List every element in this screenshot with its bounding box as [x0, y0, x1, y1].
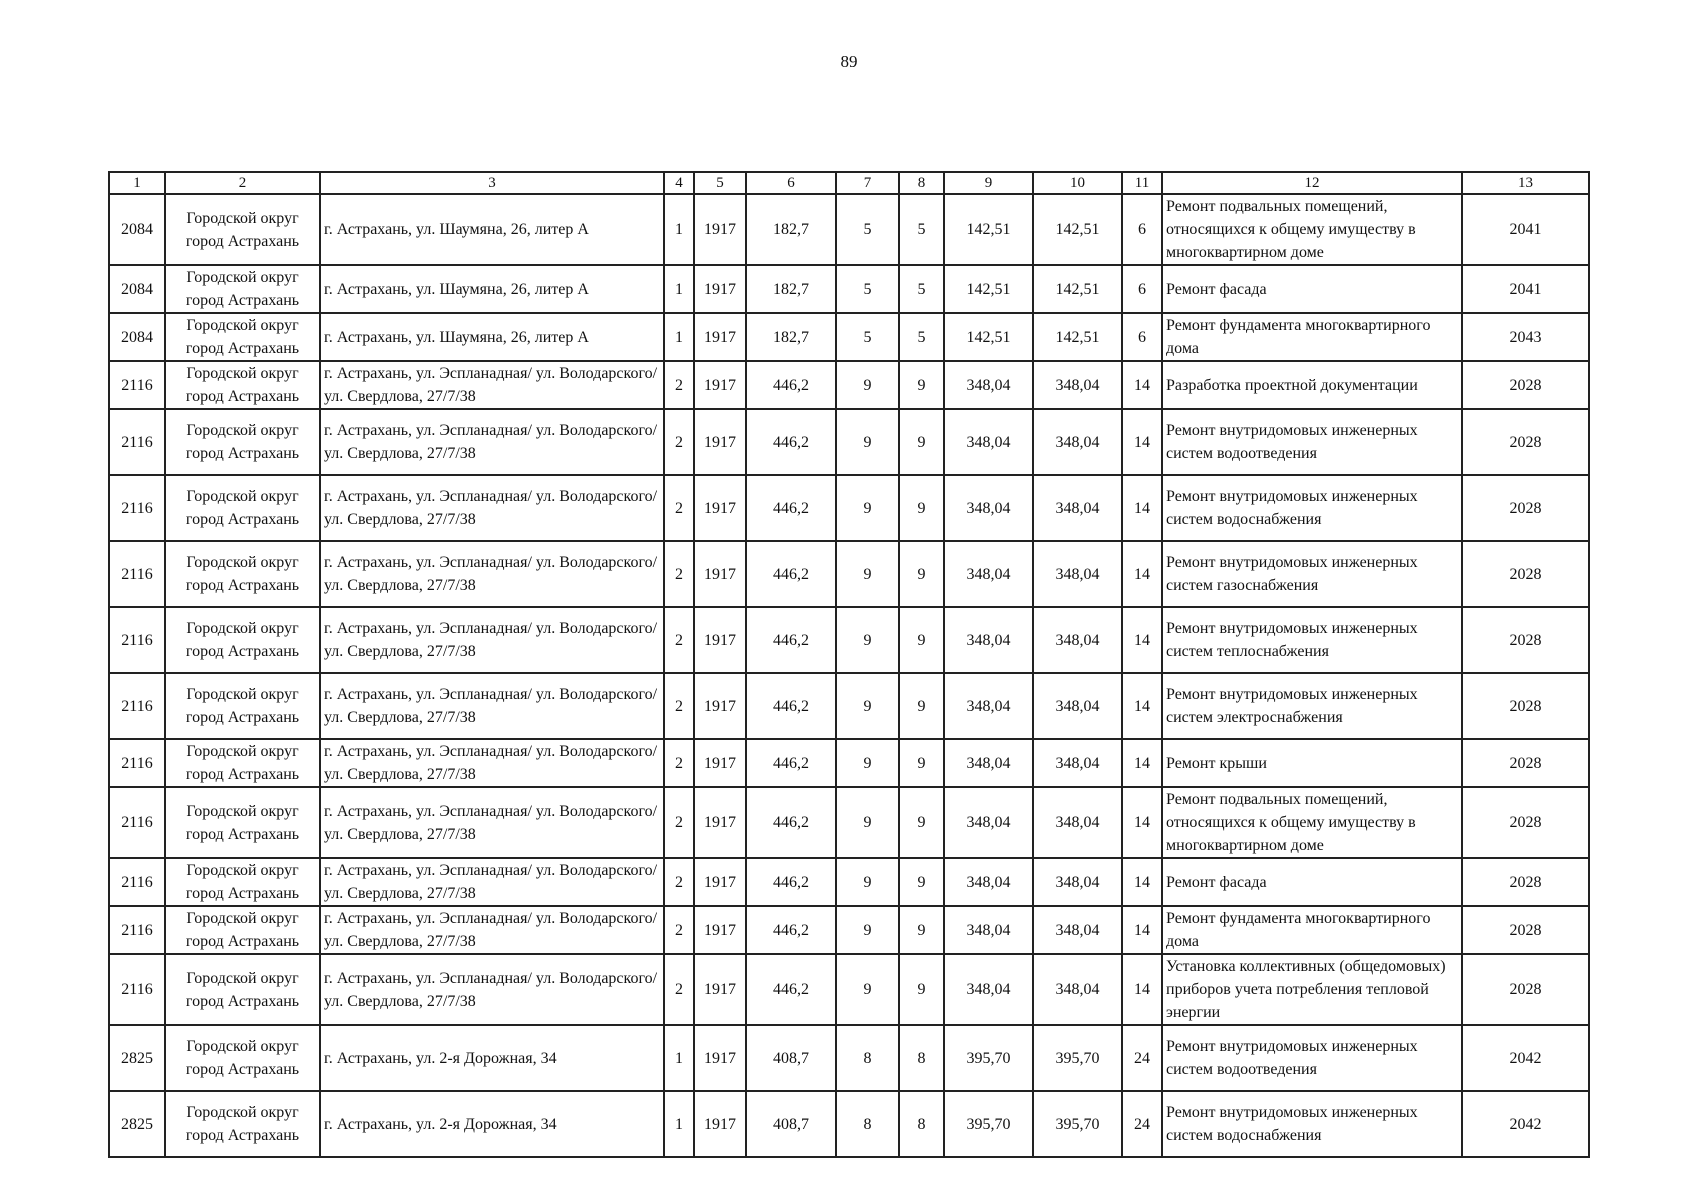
cell-col-11-value: 14 — [1122, 787, 1162, 858]
cell-area-value-b: 348,04 — [1033, 361, 1122, 409]
cell-area-value-b: 348,04 — [1033, 739, 1122, 787]
cell-address: г. Астрахань, ул. Эспланадная/ ул. Володарского/ ул. Свердлова, 27/7/38 — [320, 409, 664, 475]
cell-col-8-value: 9 — [899, 673, 944, 739]
cell-area-value-a: 348,04 — [944, 954, 1033, 1025]
table-row — [109, 607, 1589, 673]
cell-record-number: 2116 — [109, 475, 165, 541]
cell-floors: 2 — [664, 954, 694, 1025]
cell-planned-year: 2042 — [1462, 1091, 1589, 1157]
cell-municipality: Городской округ город Астрахань — [165, 541, 320, 607]
cell-area-value-b: 348,04 — [1033, 787, 1122, 858]
cell-floors: 2 — [664, 475, 694, 541]
cell-col-7-value: 9 — [836, 409, 899, 475]
cell-area-value-b: 142,51 — [1033, 313, 1122, 361]
cell-col-8-value: 9 — [899, 906, 944, 954]
table-row — [109, 858, 1589, 906]
cell-col-7-value: 9 — [836, 361, 899, 409]
cell-year-built: 1917 — [694, 739, 746, 787]
cell-floors: 2 — [664, 858, 694, 906]
column-header-12: 12 — [1162, 172, 1462, 194]
column-header-11: 11 — [1122, 172, 1162, 194]
cell-total-area: 408,7 — [746, 1091, 836, 1157]
cell-planned-year: 2028 — [1462, 475, 1589, 541]
cell-year-built: 1917 — [694, 313, 746, 361]
table-row — [109, 906, 1589, 954]
cell-col-7-value: 9 — [836, 475, 899, 541]
cell-floors: 1 — [664, 194, 694, 265]
cell-col-11-value: 14 — [1122, 607, 1162, 673]
cell-col-8-value: 9 — [899, 739, 944, 787]
cell-col-7-value: 9 — [836, 739, 899, 787]
cell-area-value-b: 395,70 — [1033, 1025, 1122, 1091]
cell-address: г. Астрахань, ул. Эспланадная/ ул. Володарского/ ул. Свердлова, 27/7/38 — [320, 954, 664, 1025]
cell-total-area: 446,2 — [746, 475, 836, 541]
cell-planned-year: 2028 — [1462, 954, 1589, 1025]
cell-col-8-value: 9 — [899, 607, 944, 673]
cell-work-type: Ремонт внутридомовых инженерных систем электроснабжения — [1162, 673, 1462, 739]
table-row — [109, 739, 1589, 787]
cell-planned-year: 2043 — [1462, 313, 1589, 361]
cell-planned-year: 2028 — [1462, 409, 1589, 475]
cell-year-built: 1917 — [694, 787, 746, 858]
cell-col-7-value: 5 — [836, 313, 899, 361]
cell-col-7-value: 9 — [836, 858, 899, 906]
cell-municipality: Городской округ город Астрахань — [165, 1025, 320, 1091]
cell-floors: 2 — [664, 409, 694, 475]
cell-col-11-value: 6 — [1122, 265, 1162, 313]
cell-total-area: 446,2 — [746, 739, 836, 787]
cell-total-area: 182,7 — [746, 194, 836, 265]
cell-floors: 2 — [664, 673, 694, 739]
column-header-4: 4 — [664, 172, 694, 194]
cell-col-8-value: 9 — [899, 361, 944, 409]
cell-address: г. Астрахань, ул. Эспланадная/ ул. Володарского/ ул. Свердлова, 27/7/38 — [320, 739, 664, 787]
cell-total-area: 446,2 — [746, 409, 836, 475]
cell-municipality: Городской округ город Астрахань — [165, 739, 320, 787]
cell-record-number: 2084 — [109, 313, 165, 361]
cell-municipality: Городской округ город Астрахань — [165, 1091, 320, 1157]
cell-municipality: Городской округ город Астрахань — [165, 409, 320, 475]
cell-col-11-value: 14 — [1122, 906, 1162, 954]
cell-address: г. Астрахань, ул. Эспланадная/ ул. Володарского/ ул. Свердлова, 27/7/38 — [320, 541, 664, 607]
cell-area-value-b: 395,70 — [1033, 1091, 1122, 1157]
cell-planned-year: 2028 — [1462, 787, 1589, 858]
page-number: 89 — [840, 52, 858, 71]
cell-total-area: 446,2 — [746, 954, 836, 1025]
table-row — [109, 541, 1589, 607]
cell-record-number: 2116 — [109, 858, 165, 906]
column-header-13: 13 — [1462, 172, 1589, 194]
cell-area-value-a: 348,04 — [944, 787, 1033, 858]
cell-total-area: 446,2 — [746, 361, 836, 409]
column-header-6: 6 — [746, 172, 836, 194]
cell-area-value-a: 142,51 — [944, 313, 1033, 361]
cell-address: г. Астрахань, ул. Шаумяна, 26, литер А — [320, 194, 664, 265]
cell-municipality: Городской округ город Астрахань — [165, 361, 320, 409]
cell-col-11-value: 24 — [1122, 1091, 1162, 1157]
cell-col-7-value: 9 — [836, 787, 899, 858]
cell-area-value-a: 348,04 — [944, 906, 1033, 954]
cell-col-11-value: 14 — [1122, 673, 1162, 739]
cell-year-built: 1917 — [694, 194, 746, 265]
cell-total-area: 182,7 — [746, 313, 836, 361]
cell-total-area: 446,2 — [746, 673, 836, 739]
cell-floors: 2 — [664, 361, 694, 409]
cell-work-type: Ремонт фасада — [1162, 858, 1462, 906]
cell-col-11-value: 14 — [1122, 475, 1162, 541]
cell-year-built: 1917 — [694, 607, 746, 673]
cell-planned-year: 2041 — [1462, 194, 1589, 265]
cell-record-number: 2825 — [109, 1091, 165, 1157]
cell-col-11-value: 14 — [1122, 541, 1162, 607]
cell-municipality: Городской округ город Астрахань — [165, 607, 320, 673]
cell-total-area: 446,2 — [746, 541, 836, 607]
cell-work-type: Ремонт внутридомовых инженерных систем водоснабжения — [1162, 475, 1462, 541]
table-row — [109, 409, 1589, 475]
column-header-7: 7 — [836, 172, 899, 194]
cell-col-7-value: 9 — [836, 541, 899, 607]
cell-work-type: Ремонт внутридомовых инженерных систем водоснабжения — [1162, 1091, 1462, 1157]
cell-area-value-b: 142,51 — [1033, 194, 1122, 265]
cell-record-number: 2825 — [109, 1025, 165, 1091]
cell-record-number: 2084 — [109, 194, 165, 265]
cell-address: г. Астрахань, ул. Шаумяна, 26, литер А — [320, 313, 664, 361]
cell-address: г. Астрахань, ул. Эспланадная/ ул. Володарского/ ул. Свердлова, 27/7/38 — [320, 361, 664, 409]
cell-municipality: Городской округ город Астрахань — [165, 194, 320, 265]
cell-col-7-value: 9 — [836, 673, 899, 739]
cell-area-value-b: 348,04 — [1033, 906, 1122, 954]
cell-address: г. Астрахань, ул. 2-я Дорожная, 34 — [320, 1025, 664, 1091]
column-header-1: 1 — [109, 172, 165, 194]
table-row — [109, 1025, 1589, 1091]
cell-planned-year: 2028 — [1462, 858, 1589, 906]
cell-address: г. Астрахань, ул. Эспланадная/ ул. Володарского/ ул. Свердлова, 27/7/38 — [320, 858, 664, 906]
cell-work-type: Ремонт подвальных помещений, относящихся к общему имуществу в многоквартирном доме — [1162, 787, 1462, 858]
cell-year-built: 1917 — [694, 858, 746, 906]
cell-col-8-value: 9 — [899, 954, 944, 1025]
cell-floors: 1 — [664, 1091, 694, 1157]
cell-col-11-value: 6 — [1122, 194, 1162, 265]
cell-record-number: 2116 — [109, 541, 165, 607]
cell-planned-year: 2028 — [1462, 541, 1589, 607]
cell-work-type: Ремонт крыши — [1162, 739, 1462, 787]
cell-floors: 2 — [664, 906, 694, 954]
cell-floors: 1 — [664, 313, 694, 361]
cell-municipality: Городской округ город Астрахань — [165, 265, 320, 313]
cell-municipality: Городской округ город Астрахань — [165, 787, 320, 858]
column-header-2: 2 — [165, 172, 320, 194]
cell-floors: 2 — [664, 787, 694, 858]
table-row — [109, 194, 1589, 265]
table-row — [109, 313, 1589, 361]
cell-area-value-a: 348,04 — [944, 858, 1033, 906]
cell-planned-year: 2028 — [1462, 361, 1589, 409]
cell-planned-year: 2028 — [1462, 607, 1589, 673]
cell-area-value-b: 348,04 — [1033, 858, 1122, 906]
cell-year-built: 1917 — [694, 1091, 746, 1157]
cell-address: г. Астрахань, ул. Шаумяна, 26, литер А — [320, 265, 664, 313]
cell-municipality: Городской округ город Астрахань — [165, 475, 320, 541]
cell-total-area: 446,2 — [746, 787, 836, 858]
cell-work-type: Ремонт внутридомовых инженерных систем газоснабжения — [1162, 541, 1462, 607]
cell-area-value-a: 348,04 — [944, 673, 1033, 739]
cell-col-8-value: 5 — [899, 313, 944, 361]
cell-work-type: Ремонт фундамента многоквартирного дома — [1162, 313, 1462, 361]
cell-area-value-a: 348,04 — [944, 361, 1033, 409]
cell-area-value-b: 348,04 — [1033, 541, 1122, 607]
column-header-5: 5 — [694, 172, 746, 194]
cell-total-area: 182,7 — [746, 265, 836, 313]
cell-col-7-value: 9 — [836, 954, 899, 1025]
cell-area-value-a: 348,04 — [944, 409, 1033, 475]
cell-col-8-value: 5 — [899, 265, 944, 313]
cell-floors: 2 — [664, 607, 694, 673]
cell-total-area: 446,2 — [746, 858, 836, 906]
cell-address: г. Астрахань, ул. Эспланадная/ ул. Володарского/ ул. Свердлова, 27/7/38 — [320, 906, 664, 954]
cell-col-8-value: 8 — [899, 1091, 944, 1157]
cell-record-number: 2116 — [109, 607, 165, 673]
cell-planned-year: 2042 — [1462, 1025, 1589, 1091]
cell-record-number: 2116 — [109, 739, 165, 787]
cell-area-value-b: 348,04 — [1033, 673, 1122, 739]
cell-col-7-value: 5 — [836, 265, 899, 313]
cell-record-number: 2116 — [109, 361, 165, 409]
cell-col-8-value: 8 — [899, 1025, 944, 1091]
repair-schedule-table — [108, 171, 1590, 1158]
cell-floors: 1 — [664, 1025, 694, 1091]
cell-area-value-a: 142,51 — [944, 265, 1033, 313]
cell-year-built: 1917 — [694, 954, 746, 1025]
cell-address: г. Астрахань, ул. Эспланадная/ ул. Володарского/ ул. Свердлова, 27/7/38 — [320, 787, 664, 858]
cell-col-11-value: 6 — [1122, 313, 1162, 361]
cell-work-type: Ремонт внутридомовых инженерных систем водоотведения — [1162, 1025, 1462, 1091]
cell-area-value-a: 142,51 — [944, 194, 1033, 265]
cell-year-built: 1917 — [694, 906, 746, 954]
cell-col-8-value: 9 — [899, 787, 944, 858]
column-header-10: 10 — [1033, 172, 1122, 194]
cell-area-value-b: 348,04 — [1033, 607, 1122, 673]
cell-total-area: 446,2 — [746, 607, 836, 673]
cell-total-area: 446,2 — [746, 906, 836, 954]
cell-municipality: Городской округ город Астрахань — [165, 313, 320, 361]
cell-area-value-a: 348,04 — [944, 739, 1033, 787]
cell-floors: 2 — [664, 541, 694, 607]
cell-col-7-value: 8 — [836, 1025, 899, 1091]
cell-municipality: Городской округ город Астрахань — [165, 954, 320, 1025]
cell-col-8-value: 9 — [899, 858, 944, 906]
cell-record-number: 2084 — [109, 265, 165, 313]
cell-address: г. Астрахань, ул. Эспланадная/ ул. Володарского/ ул. Свердлова, 27/7/38 — [320, 673, 664, 739]
cell-area-value-b: 142,51 — [1033, 265, 1122, 313]
cell-record-number: 2116 — [109, 409, 165, 475]
cell-address: г. Астрахань, ул. 2-я Дорожная, 34 — [320, 1091, 664, 1157]
cell-record-number: 2116 — [109, 954, 165, 1025]
cell-municipality: Городской округ город Астрахань — [165, 858, 320, 906]
column-header-3: 3 — [320, 172, 664, 194]
column-header-8: 8 — [899, 172, 944, 194]
cell-municipality: Городской округ город Астрахань — [165, 906, 320, 954]
cell-year-built: 1917 — [694, 361, 746, 409]
cell-work-type: Ремонт внутридомовых инженерных систем теплоснабжения — [1162, 607, 1462, 673]
cell-planned-year: 2028 — [1462, 906, 1589, 954]
cell-col-11-value: 14 — [1122, 361, 1162, 409]
cell-col-7-value: 5 — [836, 194, 899, 265]
cell-year-built: 1917 — [694, 673, 746, 739]
cell-area-value-b: 348,04 — [1033, 409, 1122, 475]
cell-planned-year: 2041 — [1462, 265, 1589, 313]
table-row — [109, 361, 1589, 409]
cell-planned-year: 2028 — [1462, 739, 1589, 787]
cell-address: г. Астрахань, ул. Эспланадная/ ул. Володарского/ ул. Свердлова, 27/7/38 — [320, 475, 664, 541]
cell-floors: 2 — [664, 739, 694, 787]
column-header-9: 9 — [944, 172, 1033, 194]
table-row — [109, 265, 1589, 313]
cell-col-7-value: 9 — [836, 906, 899, 954]
cell-address: г. Астрахань, ул. Эспланадная/ ул. Володарского/ ул. Свердлова, 27/7/38 — [320, 607, 664, 673]
table-row — [109, 787, 1589, 858]
cell-col-8-value: 9 — [899, 541, 944, 607]
cell-year-built: 1917 — [694, 409, 746, 475]
cell-year-built: 1917 — [694, 541, 746, 607]
cell-col-11-value: 14 — [1122, 858, 1162, 906]
cell-year-built: 1917 — [694, 475, 746, 541]
table-header — [109, 172, 1589, 194]
header-row — [109, 172, 1589, 194]
cell-work-type: Ремонт фундамента многоквартирного дома — [1162, 906, 1462, 954]
cell-area-value-a: 395,70 — [944, 1091, 1033, 1157]
table-row — [109, 1091, 1589, 1157]
cell-planned-year: 2028 — [1462, 673, 1589, 739]
cell-area-value-b: 348,04 — [1033, 954, 1122, 1025]
cell-year-built: 1917 — [694, 1025, 746, 1091]
cell-col-11-value: 14 — [1122, 409, 1162, 475]
cell-col-7-value: 9 — [836, 607, 899, 673]
cell-year-built: 1917 — [694, 265, 746, 313]
cell-col-8-value: 9 — [899, 475, 944, 541]
cell-col-11-value: 14 — [1122, 954, 1162, 1025]
cell-work-type: Ремонт подвальных помещений, относящихся к общему имуществу в многоквартирном доме — [1162, 194, 1462, 265]
cell-record-number: 2116 — [109, 787, 165, 858]
table-row — [109, 475, 1589, 541]
cell-work-type: Ремонт внутридомовых инженерных систем водоотведения — [1162, 409, 1462, 475]
table-row — [109, 673, 1589, 739]
cell-municipality: Городской округ город Астрахань — [165, 673, 320, 739]
cell-col-7-value: 8 — [836, 1091, 899, 1157]
table-row — [109, 954, 1589, 1025]
cell-col-11-value: 14 — [1122, 739, 1162, 787]
cell-work-type: Разработка проектной документации — [1162, 361, 1462, 409]
cell-col-11-value: 24 — [1122, 1025, 1162, 1091]
cell-area-value-a: 348,04 — [944, 541, 1033, 607]
cell-col-8-value: 5 — [899, 194, 944, 265]
cell-area-value-a: 395,70 — [944, 1025, 1033, 1091]
cell-area-value-a: 348,04 — [944, 607, 1033, 673]
cell-area-value-a: 348,04 — [944, 475, 1033, 541]
cell-floors: 1 — [664, 265, 694, 313]
cell-col-8-value: 9 — [899, 409, 944, 475]
cell-total-area: 408,7 — [746, 1025, 836, 1091]
cell-record-number: 2116 — [109, 673, 165, 739]
cell-area-value-b: 348,04 — [1033, 475, 1122, 541]
cell-work-type: Ремонт фасада — [1162, 265, 1462, 313]
cell-record-number: 2116 — [109, 906, 165, 954]
cell-work-type: Установка коллективных (общедомовых) приборов учета потребления тепловой энергии — [1162, 954, 1462, 1025]
table-body — [109, 194, 1589, 1157]
